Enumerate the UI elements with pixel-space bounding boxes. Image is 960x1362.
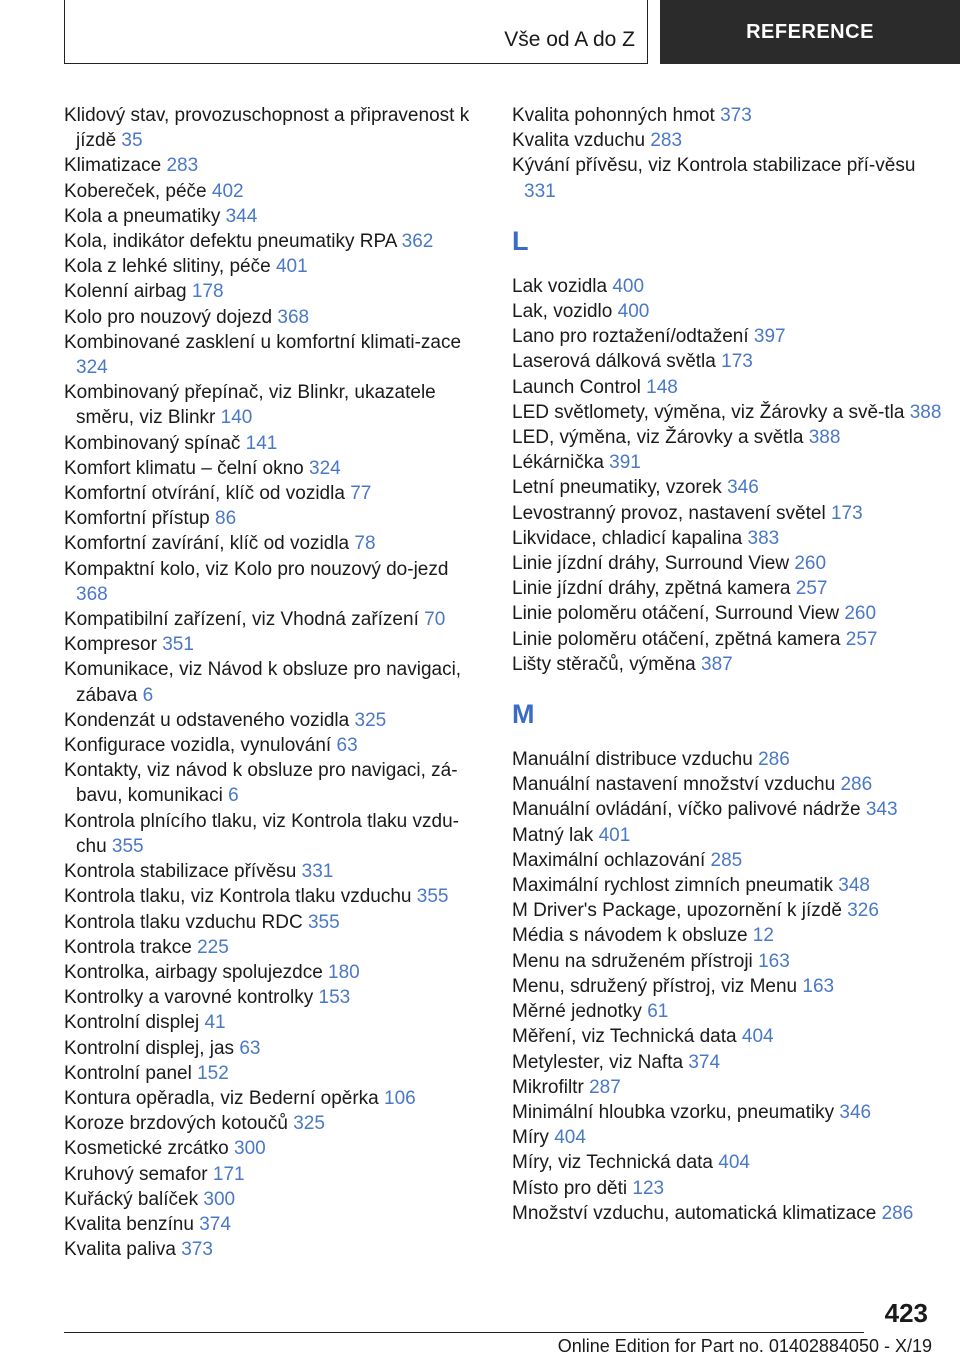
index-entry [64,607,484,632]
index-entry-text: Komfortní zavírání, klíč od vozidla [64,533,350,555]
index-page-link[interactable]: 326 [847,900,879,922]
index-page-link[interactable]: 373 [720,105,752,126]
index-page-link[interactable]: 257 [845,628,878,650]
index-page-link[interactable]: 257 [795,578,828,600]
index-page-link[interactable]: 63 [239,1037,261,1059]
index-entry [64,204,484,229]
index-page-link[interactable]: 260 [844,603,877,625]
index-entry-text: Kontrolka, airbagy spolujezdce [64,961,323,983]
index-page-link[interactable]: 225 [197,936,229,958]
index-page-link[interactable]: 391 [609,452,641,474]
index-entry [512,999,942,1024]
index-entry-text: Konfigurace vozidla, vynulování [64,735,332,757]
index-page-link[interactable]: 171 [212,1163,245,1185]
index-entry-text: Lak, vozidlo [512,301,613,323]
index-entry-text: Komfort klimatu – čelní okno [64,457,304,479]
index-page-link[interactable]: 86 [215,508,237,530]
index-group-l [512,274,942,677]
index-page-link[interactable]: 180 [328,961,360,983]
index-page-link[interactable]: 141 [245,432,278,454]
index-entry-text: Kondenzát u odstaveného vozidla [64,709,350,731]
index-page-link[interactable]: 41 [204,1012,226,1034]
index-page-link[interactable]: 77 [350,483,372,505]
index-page-link[interactable]: 300 [234,1138,266,1160]
index-letter-m: M [512,699,535,730]
index-entry-text: Linie poloměru otáčení, Surround View [512,603,840,625]
index-entry [64,1136,484,1161]
index-entry [64,708,484,733]
index-entry-text: Kolo pro nouzový dojezd [64,306,273,328]
index-entry-text: Kvalita vzduchu [512,130,646,152]
index-entry-text: Levostranný provoz, nastavení světel [512,502,826,524]
index-entry-text: Kontrolní panel [64,1062,192,1084]
index-entry [64,1036,484,1061]
index-entry-text: Klimatizace [64,155,162,177]
index-entry [512,1176,942,1201]
index-entry [512,153,942,203]
index-entry-text: Kvalita pohonných hmot [512,105,715,126]
index-page-link[interactable]: 106 [384,1087,416,1109]
index-entry [64,279,484,304]
index-entry [512,475,942,500]
index-entry-text: LED, výměna, viz Žárovky a světla [512,427,804,449]
index-entry [512,1050,942,1075]
index-page-link[interactable]: 388 [909,401,942,423]
index-entry [64,179,484,204]
header-section-box [64,0,648,64]
index-entry-text: Kontrola tlaku vzduchu RDC [64,911,303,933]
index-entry-text: Manuální distribuce vzduchu [512,749,753,771]
index-page-link[interactable]: 12 [752,925,774,947]
index-entry [64,1237,484,1262]
index-page-link[interactable]: 374 [688,1051,721,1073]
index-page-link[interactable]: 331 [301,861,334,883]
index-entry [64,305,484,330]
index-entry [512,501,942,526]
index-page-link[interactable]: 373 [181,1239,213,1261]
index-entry-text: Kosmetické zrcátko [64,1138,229,1160]
index-page-link[interactable]: 374 [199,1213,231,1235]
index-entry [64,557,484,607]
index-entry [512,450,942,475]
index-page-link[interactable]: 6 [142,684,154,706]
index-page-link[interactable]: 286 [840,774,873,796]
index-entry [512,898,942,923]
index-entry [512,949,942,974]
index-entry [512,103,942,128]
footer-divider [64,1332,864,1333]
index-entry [64,884,484,909]
index-page-link[interactable]: 343 [865,799,898,821]
index-entry-text: Komfortní přístup [64,508,210,530]
index-entry-text: M Driver's Package, upozornění k jízdě [512,900,842,922]
index-entry-text: Kombinované zasklení u komfortní klimati-zace [64,331,462,353]
index-entry [512,425,942,450]
index-page-link[interactable]: 152 [197,1062,229,1084]
index-letter-l: L [512,225,529,256]
index-entry-text: Linie poloměru otáčení, zpětná kamera [512,628,841,650]
index-page-link[interactable]: 355 [307,911,340,933]
index-entry-text: Kuřácký balíček [64,1188,199,1210]
index-entry-text: Lak vozidla [512,275,608,297]
index-page-link[interactable]: 344 [225,205,258,227]
index-entry [512,375,942,400]
index-entry-text: Lano pro roztažení/odtažení [512,326,749,348]
index-entry [512,274,942,299]
index-entry [64,153,484,178]
index-entry-text: Množství vzduchu, automatická klimatizace [512,1202,877,1224]
index-entry [512,797,942,822]
index-entry [64,1187,484,1212]
index-entry [64,1111,484,1136]
index-page-link[interactable]: 401 [598,824,631,846]
index-entry-text: Kontrola plnícího tlaku, viz Kontrola tlaku vzdu-chu [64,810,459,857]
index-entry [512,848,942,873]
index-page-link[interactable]: 178 [191,281,224,303]
index-entry-text: Mikrofiltr [512,1076,584,1098]
index-group-k-continued [512,103,942,204]
index-page-link[interactable]: 355 [416,886,449,908]
index-entry [512,128,942,153]
index-page-link[interactable]: 404 [554,1127,586,1149]
index-entry-text: Metylester, viz Nafta [512,1051,684,1073]
index-entry [64,1010,484,1035]
index-entry-text: Kývání přívěsu, viz Kontrola stabilizace pří-věsu [512,155,916,177]
index-entry-text: Kompresor [64,634,157,656]
index-entry-text: Kontrola stabilizace přívěsu [64,861,297,883]
index-page-link[interactable]: 346 [727,477,759,499]
index-entry [64,632,484,657]
index-column-left [64,103,484,1262]
index-page-link[interactable]: 397 [753,326,786,348]
index-entry [64,1162,484,1187]
index-entry [64,935,484,960]
index-entry [64,1061,484,1086]
index-entry [64,380,484,430]
index-page-link[interactable]: 368 [76,583,108,605]
index-page-link[interactable]: 173 [721,351,753,373]
index-entry [512,551,942,576]
index-page-link[interactable]: 351 [162,634,194,656]
index-entry [64,960,484,985]
index-entry-text: Maximální ochlazování [512,849,706,871]
index-entry-text: Linie jízdní dráhy, Surround View [512,553,790,575]
index-entry-text: Kontrola trakce [64,936,192,958]
index-entry [64,481,484,506]
index-page-link[interactable]: 148 [646,376,678,398]
index-entry-text: Kontrolní displej, jas [64,1037,235,1059]
index-entry-text: Kontura opěradla, viz Bederní opěrka [64,1087,379,1109]
index-entry-text: Klidový stav, provozuschopnost a připravenost k jízdě [64,105,470,152]
index-entry-text: Lišty stěračů, výměna [512,653,696,675]
index-page-link[interactable]: 331 [524,180,556,202]
index-entry-text: Měrné jednotky [512,1001,642,1023]
index-page-link[interactable]: 400 [617,301,650,323]
index-page-link[interactable]: 140 [220,407,253,429]
index-page-link[interactable]: 404 [718,1152,750,1174]
index-entry-text: Kola a pneumatiky [64,205,221,227]
index-entry-text: Kola, indikátor defektu pneumatiky RPA [64,231,397,253]
index-entry [64,531,484,556]
index-page-link[interactable]: 283 [650,130,683,152]
index-entry-text: Koroze brzdových kotoučů [64,1113,288,1135]
index-entry-text: Matný lak [512,824,594,846]
index-entry [512,324,942,349]
index-entry [512,1150,942,1175]
index-entry [64,254,484,279]
index-page-link[interactable]: 163 [802,975,835,997]
index-page-link[interactable]: 287 [589,1076,621,1098]
index-entry [512,1075,942,1100]
index-column-right [512,103,942,1226]
index-entry-text: Kobereček, péče [64,180,207,202]
index-entry [512,923,942,948]
index-entry-text: LED světlomety, výměna, viz Žárovky a svě-tla [512,401,905,423]
index-page-link[interactable]: 78 [354,533,376,555]
index-entry [64,1086,484,1111]
index-entry [512,400,942,425]
index-page-link[interactable]: 324 [76,357,108,379]
index-entry [512,299,942,324]
footer-edition-text: Online Edition for Part no. 01402884050 - X/19 [557,1336,932,1356]
index-page-link[interactable]: 163 [758,950,790,972]
index-page-link[interactable]: 346 [839,1101,872,1123]
index-page-link[interactable]: 70 [424,609,446,631]
index-entry [64,985,484,1010]
index-entry [512,823,942,848]
index-page-link[interactable]: 6 [228,785,239,807]
index-page-link[interactable]: 285 [710,849,743,871]
index-entry [64,1212,484,1237]
index-entry [512,873,942,898]
index-page-link[interactable]: 300 [203,1188,236,1210]
index-entry-text: Míry, viz Technická data [512,1152,713,1174]
index-entry-text: Minimální hloubka vzorku, pneumatiky [512,1101,835,1123]
index-page-link[interactable]: 404 [741,1026,774,1048]
index-entry [512,974,942,999]
index-page-link[interactable]: 63 [336,735,358,757]
header-section-title: Vše od A do Z [504,28,635,51]
index-entry-text: Kvalita paliva [64,1239,176,1261]
index-entry-text: Kontrolky a varovné kontrolky [64,987,314,1009]
page-number: 423 [884,1298,928,1328]
index-entry [512,772,942,797]
index-entry-text: Kompaktní kolo, viz Kolo pro nouzový do-jezd [64,558,449,580]
index-entry-text: Místo pro děti [512,1177,628,1199]
index-page-link[interactable]: 400 [612,275,645,297]
index-entry [64,330,484,380]
index-page-link[interactable]: 286 [881,1202,914,1224]
index-entry [512,526,942,551]
index-page-link[interactable]: 61 [647,1001,669,1023]
index-page-link[interactable]: 283 [166,155,199,177]
index-entry [64,758,484,808]
index-entry-text: Lékárnička [512,452,604,474]
index-page-link[interactable]: 362 [401,231,434,253]
index-group-m [512,747,942,1226]
index-page-link[interactable]: 387 [701,653,733,675]
index-entry [512,1125,942,1150]
index-entry-text: Kola z lehké slitiny, péče [64,256,271,278]
index-entry [512,627,942,652]
index-entry [512,1024,942,1049]
index-page-link[interactable]: 383 [747,527,780,549]
index-page-link[interactable]: 324 [309,457,341,479]
index-entry-text: Kvalita benzínu [64,1213,194,1235]
index-page-link[interactable]: 286 [758,749,790,771]
index-entry [64,456,484,481]
index-entry-text: Média s návodem k obsluze [512,925,748,947]
index-entry [64,229,484,254]
index-page-link[interactable]: 402 [211,180,244,202]
index-entry-text: Maximální rychlost zimních pneumatik [512,875,833,897]
index-entry [64,431,484,456]
index-entry [512,1100,942,1125]
index-page-link[interactable]: 348 [838,875,870,897]
index-entry [512,576,942,601]
index-entry-text: Kontrolní displej [64,1012,200,1034]
index-entry-text: Manuální nastavení množství vzduchu [512,774,836,796]
index-entry-text: Launch Control [512,376,641,398]
index-entry-text: Komfortní otvírání, klíč od vozidla [64,483,345,505]
index-entry [512,652,942,677]
index-page-link[interactable]: 35 [121,130,143,152]
index-entry-text: Manuální ovládání, víčko palivové nádrže [512,799,861,821]
index-page-link[interactable]: 388 [808,427,841,449]
index-page-link[interactable]: 368 [277,306,310,328]
index-entry-text: Menu, sdružený přístroj, viz Menu [512,975,798,997]
index-page-link[interactable]: 401 [275,256,308,278]
index-page-link[interactable]: 153 [318,987,351,1009]
header-reference-badge: REFERENCE [660,0,960,64]
index-entry-text: Menu na sdruženém přístroji [512,950,753,972]
index-entry [64,733,484,758]
index-entry [512,1201,942,1226]
index-entry [64,506,484,531]
index-entry-text: Měření, viz Technická data [512,1026,737,1048]
index-entry-text: Kruhový semafor [64,1163,208,1185]
index-entry [64,657,484,707]
index-entry [64,809,484,859]
index-entry-text: Míry [512,1127,549,1149]
index-entry-text: Kompatibilní zařízení, viz Vhodná zařízení [64,609,419,631]
index-entry-text: Linie jízdní dráhy, zpětná kamera [512,578,791,600]
index-entry-text: Kombinovaný spínač [64,432,241,454]
index-entry [64,910,484,935]
index-entry-text: Kontrola tlaku, viz Kontrola tlaku vzduchu [64,886,412,908]
index-page-link[interactable]: 325 [354,709,387,731]
index-entry [512,747,942,772]
index-entry-text: Laserová dálková světla [512,351,716,373]
index-page-link[interactable]: 325 [293,1113,325,1135]
index-entry-text: Likvidace, chladicí kapalina [512,527,743,549]
index-entry-text: Letní pneumatiky, vzorek [512,477,722,499]
index-entry [64,103,484,153]
index-entry [512,349,942,374]
index-page-link[interactable]: 355 [111,835,144,857]
index-page-link[interactable]: 123 [632,1177,665,1199]
index-entry [64,859,484,884]
index-page-link[interactable]: 260 [794,553,827,575]
index-page-link[interactable]: 173 [830,502,863,524]
index-entry [512,601,942,626]
index-entry-text: Kolenní airbag [64,281,187,303]
index-entry-text: Kontakty, viz návod k obsluze pro navigaci, zá-bavu, komunikaci [64,760,458,807]
index-entry-text: Komunikace, viz Návod k obsluze pro navigaci, zábava [64,659,462,706]
index-entry-text: Kombinovaný přepínač, viz Blinkr, ukazatele směru, viz Blinkr [64,382,436,429]
